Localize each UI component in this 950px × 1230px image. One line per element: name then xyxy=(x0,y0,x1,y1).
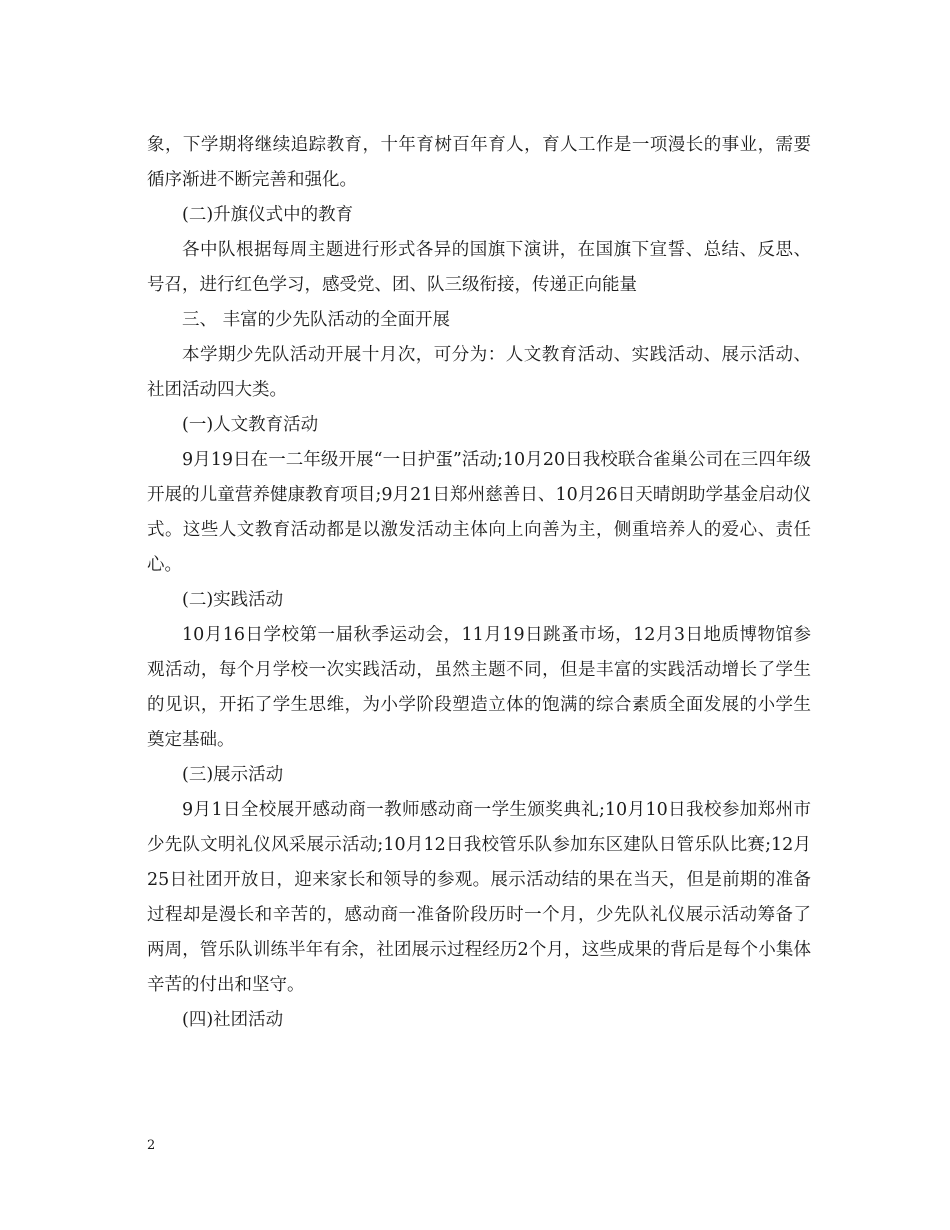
section-heading-clubs: (四)社团活动 xyxy=(182,1010,284,1030)
section-heading-flag-ceremony: (二)升旗仪式中的教育 xyxy=(182,205,354,225)
paragraph-flag-ceremony: 各中队根据每周主题进行形式各异的国旗下演讲，在国旗下宣誓、总结、反思、号召，进行红色学习，感受党、团、队三级衔接，传递正向能量 xyxy=(147,240,811,295)
paragraph-practice: 10月16日学校第一届秋季运动会，11月19日跳蚤市场，12月3日地质博物馆参观活动，每个月学校一次实践活动，虽然主题不同，但是丰富的实践活动增长了学生的见识，开拓了学生思维，为小学阶段塑造立体的饱满的综合素质全面发展的小学生奠定基础。 xyxy=(147,625,811,750)
paragraph-showcase: 9月1日全校展开感动商一教师感动商一学生颁奖典礼;10月10日我校参加郑州市少先队文明礼仪风采展示活动;10月12日我校管乐队参加东区建队日管乐队比赛;12月25日社团开放日，迎来家长和领导的参观。展示活动结的果在当天，但是前期的准备过程却是漫长和辛苦的，感动商一准备阶段历时一个月，少先队礼仪展示活动筹备了两周，管乐队训练半年有余，社团展示过程经历2个月，这些成果的背后是每个小集体辛苦的付出和坚守。 xyxy=(147,800,811,995)
document-body xyxy=(147,128,811,1038)
paragraph-activities-overview: 本学期少先队活动开展十月次，可分为：人文教育活动、实践活动、展示活动、社团活动四大类。 xyxy=(147,345,811,400)
section-heading-humanities: (一)人文教育活动 xyxy=(182,415,319,435)
paragraph-humanities: 9月19日在一二年级开展“一日护蛋”活动;10月20日我校联合雀巢公司在三四年级开展的儿童营养健康教育项目;9月21日郑州慈善日、10月26日天晴朗助学基金启动仪式。这些人文教育活动都是以激发活动主体向上向善为主，侧重培养人的爱心、责任心。 xyxy=(147,450,811,575)
page-number: 2 xyxy=(147,1138,156,1153)
section-heading-showcase: (三)展示活动 xyxy=(182,765,284,785)
section-heading-practice: (二)实践活动 xyxy=(182,590,284,610)
section-heading-activities: 三、 丰富的少先队活动的全面开展 xyxy=(182,310,451,330)
paragraph-continuation: 象，下学期将继续追踪教育，十年育树百年育人，育人工作是一项漫长的事业，需要循序渐进不断完善和强化。 xyxy=(147,135,811,190)
